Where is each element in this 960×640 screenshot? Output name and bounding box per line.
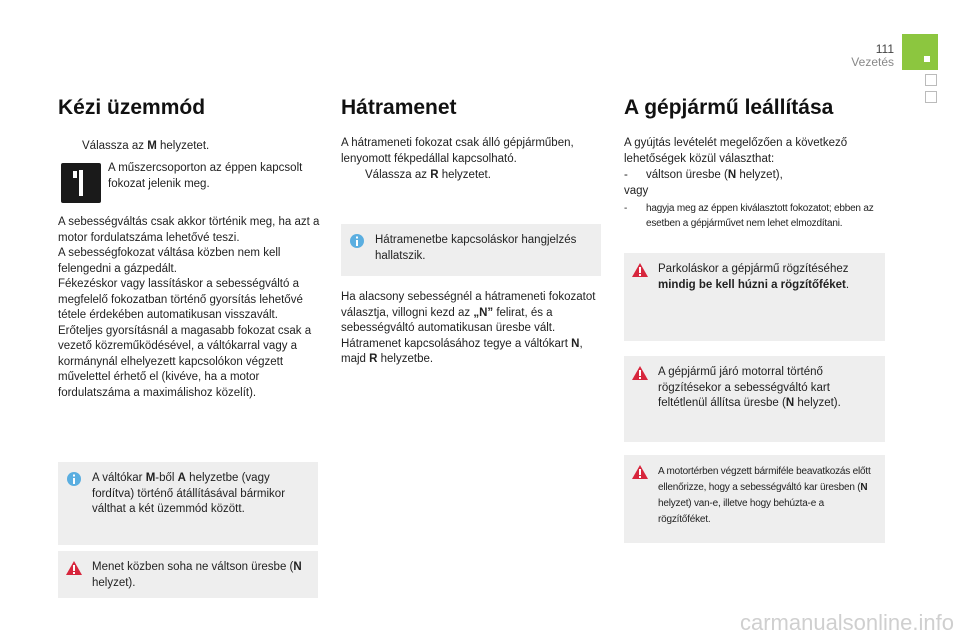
info-icon bbox=[349, 234, 365, 248]
warning-icon bbox=[632, 263, 648, 277]
warning-text: A gépjármű járó motorral történő rögzítésekor a sebességváltó kart feltétlenül állítsa üresbe (N helyzet). bbox=[658, 366, 841, 409]
body-text: Ha alacsony sebességnél a hátrameneti fokozatot választja, villogni kezd az „N” felirat, és a sebességváltó automatikusan üresbe vált. Hátramenet kapcsolásához tegye a váltókart N, majd R helyzetbe. bbox=[341, 291, 596, 365]
warning-box bbox=[624, 455, 885, 543]
warning-text: Menet közben soha ne váltson üresbe (N helyzet). bbox=[92, 561, 302, 589]
info-text: A váltókar M-ből A helyzetbe (vagy fordítva) történő átállításával bármikor válthat a két üzemmód között. bbox=[92, 472, 286, 515]
warning-icon bbox=[66, 561, 82, 575]
section-title: Kézi üzemmód bbox=[58, 96, 206, 119]
dash-text: hagyja meg az éppen kiválasztott fokozatot; ebben az esetben a gépjárművet nem lehet elmozdítani. bbox=[646, 203, 874, 229]
arrow-bullet-icon bbox=[341, 168, 365, 184]
intro-text: A hátrameneti fokozat csak álló gépjárműben, lenyomott fékpedállal kapcsolható. bbox=[341, 137, 574, 165]
info-text: Hátramenetbe kapcsoláskor hangjelzés hallatszik. bbox=[375, 234, 577, 262]
info-icon bbox=[66, 472, 82, 486]
warning-icon bbox=[632, 465, 648, 479]
dash-item: - hagyja meg az éppen kiválasztott fokozatot; ebben az esetben a gépjárművet nem lehet elmozdítani. bbox=[624, 201, 886, 231]
warning-text: A motortérben végzett bármiféle beavatkozás előtt ellenőrizze, hogy a sebességváltó kar üresben (N helyzet) van-e, illetve hogy behúzta-e a rögzítőféket. bbox=[658, 466, 871, 525]
section-title: Hátramenet bbox=[341, 96, 457, 119]
gear-caption: A műszercsoporton az éppen kapcsolt fokozat jelenik meg. bbox=[108, 162, 303, 190]
section-label: Vezetés bbox=[851, 55, 894, 69]
section-title: A gépjármű leállítása bbox=[624, 96, 834, 119]
dash-text: váltson üresbe (N helyzet), bbox=[646, 169, 783, 181]
info-box bbox=[58, 462, 318, 545]
bullet-text: Válassza az M helyzetet. bbox=[82, 140, 210, 152]
section-tab-empty bbox=[925, 91, 937, 103]
warning-icon bbox=[632, 366, 648, 380]
bullet-text: Válassza az R helyzetet. bbox=[365, 169, 491, 181]
warning-box bbox=[624, 356, 885, 442]
warning-box bbox=[624, 253, 885, 341]
bullet-item bbox=[341, 168, 603, 184]
gear-display-icon bbox=[61, 163, 101, 203]
intro-text: A gyújtás levételét megelőzően a következő lehetőségek közül választhat: bbox=[624, 137, 848, 165]
warning-text: Parkoláskor a gépjármű rögzítéséhez mindig be kell húzni a rögzítőféket. bbox=[658, 263, 850, 291]
bullet-item bbox=[58, 139, 318, 155]
body-text: A sebességváltás csak akkor történik meg, ha azt a motor fordulatszáma lehetővé teszi. A sebességfokozat váltása közben nem kell felengedni a gázpedált. Fékezéskor vagy lassításkor a sebességváltó a megfelelő fokozatban történő gyorsítás lehetővé tétele érdekében automatikusan visszavált. Erőteljes gyorsításnál a magasabb fokozat csak a vezető közreműködésével, a váltókarral vagy a kormánynál elhelyezett kapcsolókon végzett művelettel érhető el (kivéve, ha a motor fordulatszáma a maximálishoz közelít). bbox=[58, 216, 320, 399]
tab-marker bbox=[924, 56, 930, 62]
page-number: 111 bbox=[875, 42, 894, 56]
or-text: vagy bbox=[624, 185, 649, 197]
watermark: carmanualsonline.info bbox=[739, 610, 954, 635]
section-tab bbox=[902, 34, 938, 70]
section-tab-empty bbox=[925, 74, 937, 86]
dash-item: - váltson üresbe (N helyzet), bbox=[624, 168, 886, 184]
info-box bbox=[341, 224, 601, 276]
warning-box bbox=[58, 551, 318, 598]
arrow-bullet-icon bbox=[58, 139, 82, 155]
